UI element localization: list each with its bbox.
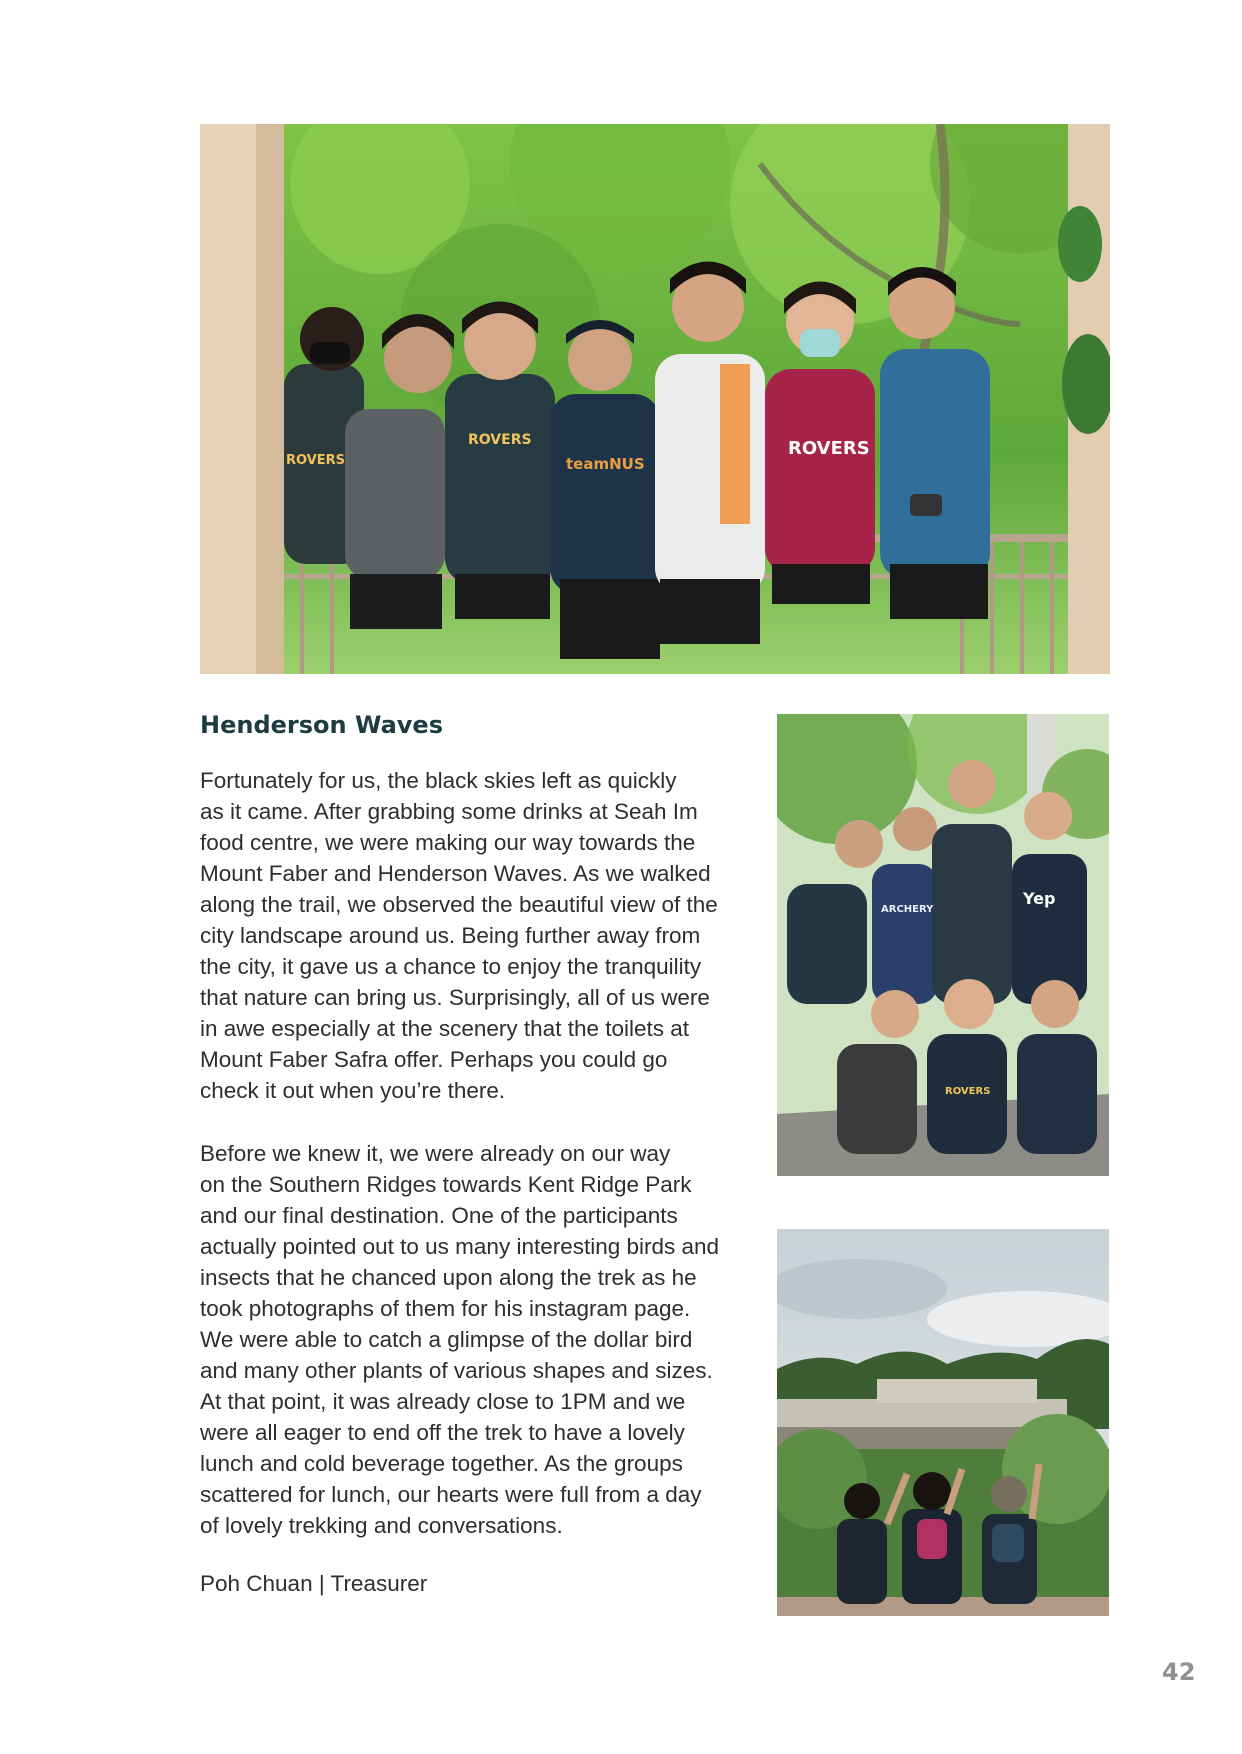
paragraph-line: We were able to catch a glimpse of the dollar bird <box>200 1327 693 1352</box>
shirt-text-yep: Yep <box>1023 889 1056 908</box>
article-paragraph-2 <box>200 1138 760 1541</box>
paragraph-line: in awe especially at the scenery that the toilets at <box>200 1016 690 1041</box>
shirt-text-rovers: ROVERS <box>945 1086 991 1097</box>
paragraph-line: city landscape around us. Being further away from <box>200 923 701 948</box>
paragraph-line: Fortunately for us, the black skies left as quickly <box>200 768 677 793</box>
paragraph-line: Before we knew it, we were already on our way <box>200 1141 671 1166</box>
paragraph-line: were all eager to end off the trek to have a lovely <box>200 1420 685 1445</box>
group-photo-top <box>200 124 1110 674</box>
paragraph-line: insects that he chanced upon along the trek as he <box>200 1265 697 1290</box>
group-photo-right-1 <box>777 714 1109 1176</box>
paragraph-line: check it out when you’re there. <box>200 1078 506 1103</box>
paragraph-line: and many other plants of various shapes and sizes. <box>200 1358 713 1383</box>
byline: Poh Chuan | Treasurer <box>200 1571 428 1596</box>
paragraph-line: scattered for lunch, our hearts were full from a day <box>200 1482 702 1507</box>
paragraph-line: actually pointed out to us many interesting birds and <box>200 1234 720 1259</box>
shirt-text-teamnus: teamNUS <box>566 455 645 473</box>
page-number: 42 <box>1162 1658 1196 1686</box>
paragraph-line: that nature can bring us. Surprisingly, all of us were <box>200 985 710 1010</box>
landscape-photo-right-2 <box>777 1229 1109 1616</box>
paragraph-line: food centre, we were making our way towards the <box>200 830 696 855</box>
paragraph-line: the city, it gave us a chance to enjoy the tranquility <box>200 954 702 979</box>
shirt-text-archery: ARCHERY <box>881 904 934 915</box>
paragraph-line: along the trail, we observed the beautiful view of the <box>200 892 718 917</box>
article-heading: Henderson Waves <box>200 711 443 739</box>
paragraph-line: on the Southern Ridges towards Kent Ridge Park <box>200 1172 692 1197</box>
paragraph-line: lunch and cold beverage together. As the groups <box>200 1451 683 1476</box>
paragraph-line: Mount Faber Safra offer. Perhaps you could go <box>200 1047 668 1072</box>
shirt-text-rovers-3: ROVERS <box>286 453 346 468</box>
shirt-text-rovers-1: ROVERS <box>468 432 532 448</box>
paragraph-line: Mount Faber and Henderson Waves. As we walked <box>200 861 711 886</box>
paragraph-line: and our final destination. One of the participants <box>200 1203 678 1228</box>
shirt-text-rovers-2: ROVERS <box>788 438 870 459</box>
paragraph-line: as it came. After grabbing some drinks at Seah Im <box>200 799 698 824</box>
paragraph-line: of lovely trekking and conversations. <box>200 1513 563 1538</box>
article-paragraph-1 <box>200 765 760 1106</box>
paragraph-line: took photographs of them for his instagram page. <box>200 1296 691 1321</box>
paragraph-line: At that point, it was already close to 1PM and we <box>200 1389 686 1414</box>
